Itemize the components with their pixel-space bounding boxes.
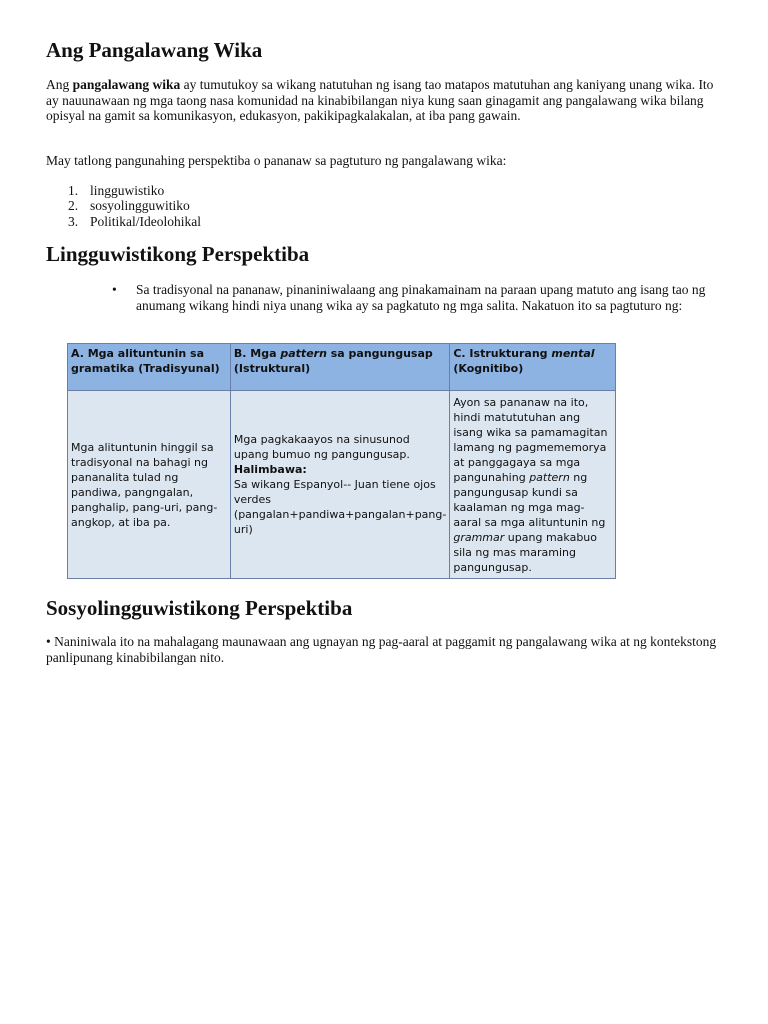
- section-title-lingguwistiko: Lingguwistikong Perspektiba: [46, 242, 310, 266]
- table-header-row: [68, 344, 616, 391]
- list-number: 1.: [68, 183, 79, 198]
- perspectives-intro: May tatlong pangunahing perspektiba o pananaw sa pagtuturo ng pangalawang wika:: [46, 153, 507, 168]
- intro-text-rest: ay tumutukoy sa wikang natutuhan ng isang tao matapos matutuhan ang kaniyang unang wika. Ito ay nauunawaan ng mga taong nasa komunidad na kinabibilangan niya kung saan ginagamit ang pangalawang wika bilang opisyal na gamit sa komunikasyon, edukasyon, pakikipagkalakalan, at iba pang gawain.: [46, 77, 714, 123]
- header-em: pattern: [280, 347, 327, 360]
- table-cell-b: [230, 391, 449, 579]
- intro-text-start: Ang: [46, 77, 73, 92]
- bullet-text: Sa tradisyonal na pananaw, pinaniniwalaang ang pinakamainam na paraan upang matuto ang isang tao ng anumang wikang hindi niya unang wika ay sa pagkatuto ng mga salita. Nakatuon ito sa pagtuturo ng:: [136, 282, 706, 313]
- bullet-icon: •: [112, 282, 117, 297]
- list-item: [68, 214, 201, 229]
- perspectives-table: [67, 343, 616, 579]
- cell-b-label: Halimbawa:: [233, 463, 307, 476]
- cell-c-em: grammar: [453, 530, 505, 544]
- intro-bold-term: pangalawang wika: [72, 77, 181, 92]
- header-text: C. Istrukturang: [453, 347, 552, 360]
- header-text: sa pangungusap (Istruktural): [233, 347, 433, 375]
- table-row: [68, 391, 616, 579]
- list-text: sosyolingguwitiko: [90, 198, 190, 214]
- list-text: Politikal/Ideolohikal: [90, 213, 201, 229]
- list-item: [68, 198, 201, 213]
- list-number: 2.: [68, 198, 79, 214]
- lingguwistiko-bullet: [112, 282, 732, 313]
- list-number: 3.: [68, 213, 79, 229]
- cell-b-text: Mga pagkakaayos na sinusunod upang bumuo ng pangungusap.: [233, 433, 410, 461]
- table-header-b: [230, 344, 449, 391]
- list-text: lingguwistiko: [90, 183, 165, 198]
- cell-c-text: ng pangungusap kundi sa kaalaman ng mga mag-aaral sa mga alituntunin ng: [453, 470, 606, 529]
- cell-c-em: pattern: [529, 470, 570, 484]
- intro-paragraph: [46, 77, 726, 124]
- section-title-pangalawang-wika: Ang Pangalawang Wika: [46, 38, 263, 62]
- table-header-c: [450, 344, 616, 391]
- table-cell-c: [450, 391, 616, 579]
- sosyolingguwistiko-paragraph: • Naniniwala ito na mahalagang maunawaan ang ugnayan ng pag-aaral at paggamit ng pangalawang wika at ng kontekstong panlipunang kinabibilangan nito.: [46, 634, 717, 665]
- cell-c-text: upang makabuo sila ng mas maraming pangungusap.: [453, 530, 597, 574]
- section-title-sosyolingguwistiko: Sosyolingguwistikong Perspektiba: [46, 596, 353, 620]
- table-header-a: [68, 344, 231, 391]
- perspectives-list: [68, 183, 201, 229]
- cell-b-example: Sa wikang Espanyol-- Juan tiene ojos verdes (pangalan+pandiwa+pangalan+pang-uri): [233, 478, 447, 536]
- header-text: B. Mga: [233, 347, 281, 360]
- list-item: [68, 183, 201, 198]
- table-cell-a: Mga alituntunin hinggil sa tradisyonal na bahagi ng pananalita tulad ng pandiwa, pangngalan, panghalip, pang-uri, pang-angkop, at iba pa.: [68, 391, 231, 579]
- header-em: mental: [551, 347, 595, 360]
- header-text: (Kognitibo): [453, 362, 524, 375]
- header-text: A. Mga alituntunin sa gramatika (Tradisyunal): [71, 347, 220, 375]
- cell-c-text: Ayon sa pananaw na ito, hindi matututuhan ang isang wika sa pamamagitan lamang ng pagmememorya at panggagaya sa mga pangunahing: [453, 395, 608, 484]
